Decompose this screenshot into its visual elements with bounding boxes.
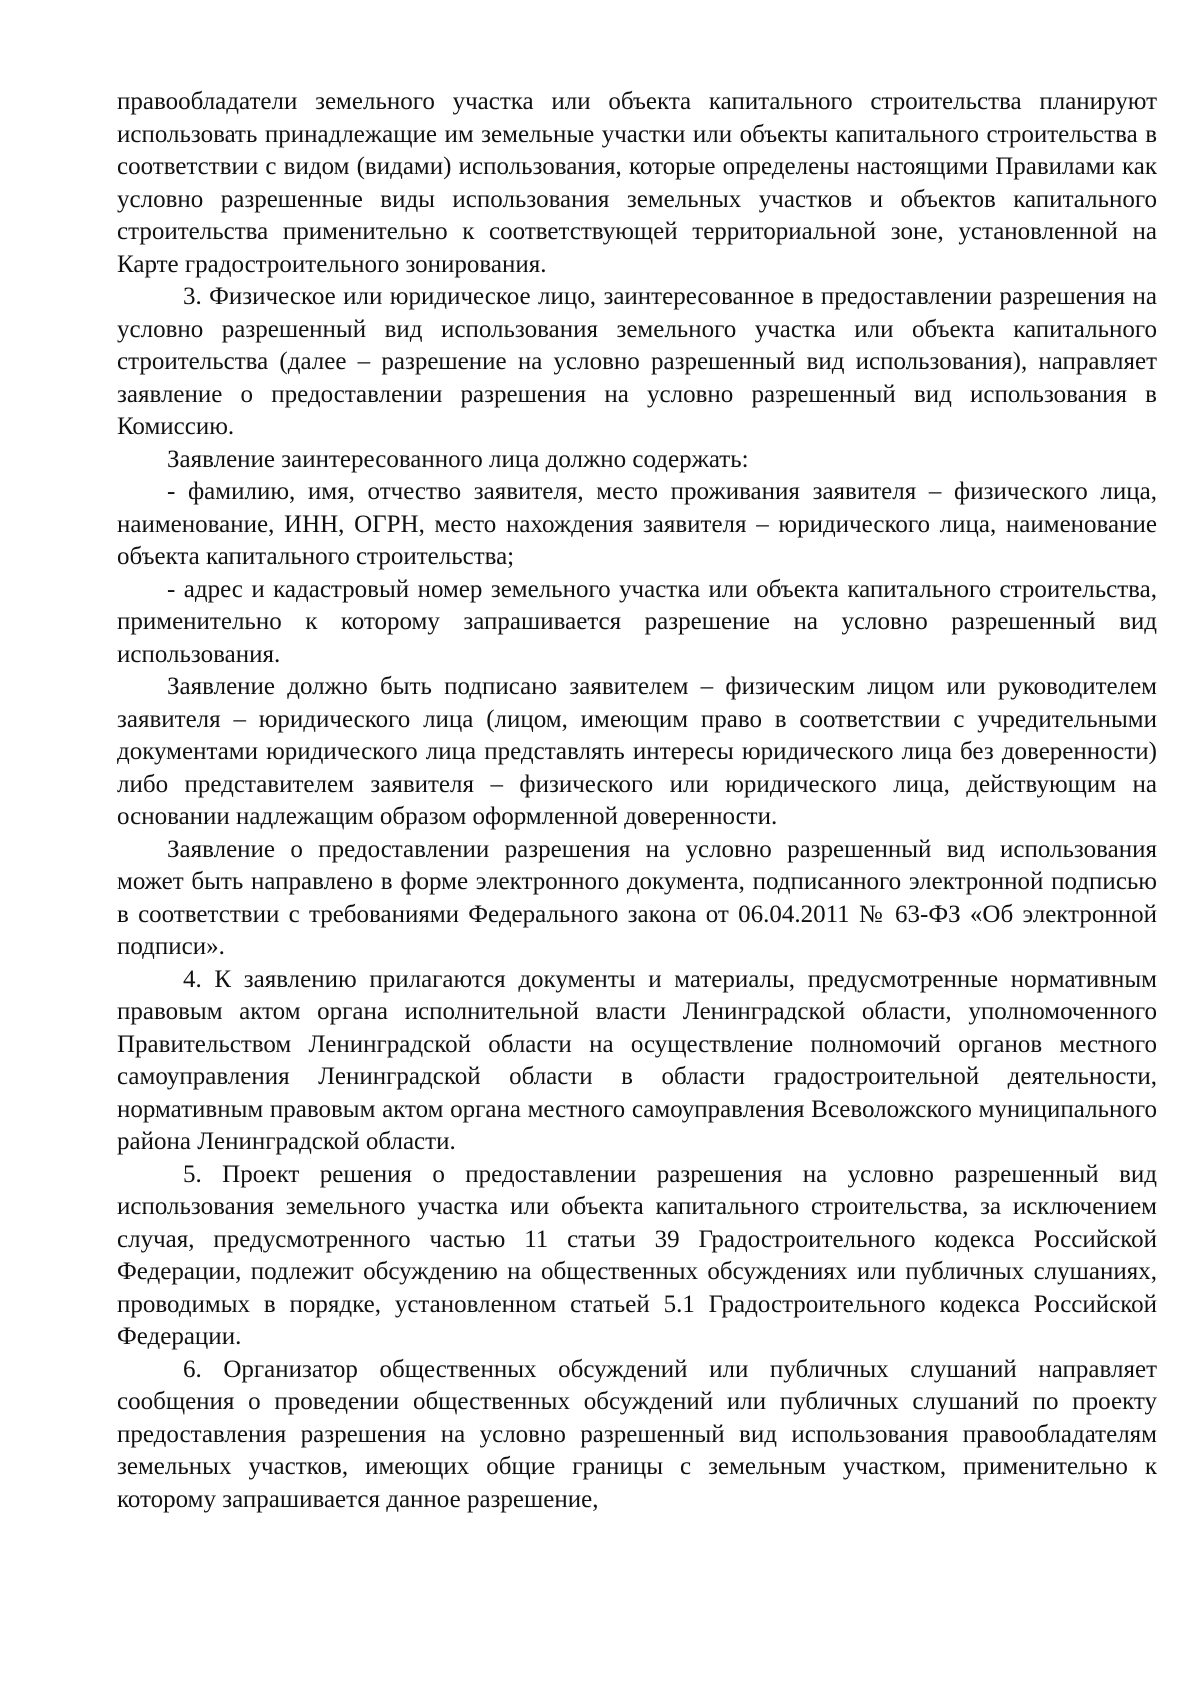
document-page — [117, 86, 1157, 1516]
paragraph-bullet-address: - адрес и кадастровый номер земельного участка или объекта капитального строительства, применительно к которому запрашивается разрешение на условно разрешенный вид использования. — [117, 575, 1157, 668]
paragraph-application-contents: Заявление заинтересованного лица должно содержать: — [167, 445, 749, 473]
paragraph-signature-requirement: Заявление должно быть подписано заявителем – физическим лицом или руководителем заявителя – юридического лица (лицом, имеющим право в соответствии с учредительными документами юридического лица представлять интересы юридического лица без доверенности) либо представителем заявителя – физического или юридического лица, действующим на основании надлежащим образом оформленной доверенности. — [117, 673, 1157, 830]
paragraph-item-5: 5. Проект решения о предоставлении разрешения на условно разрешенный вид использования земельного участка или объекта капитального строительства, за исключением случая, предусмотренного частью 11 статьи 39 Градостроительного кодекса Российской Федерации, подлежит обсуждению на общественных обсуждениях или публичных слушаниях, проводимых в порядке, установленном статьей 5.1 Градостроительного кодекса Российской Федерации. — [117, 1160, 1157, 1350]
paragraph-continuation: правообладатели земельного участка или объекта капитального строительства планируют использовать принадлежащие им земельные участки или объекты капитального строительства в соответствии с видом (видами) использования, которые определены настоящими Правилами как условно разрешенные виды использования земельных участков и объектов капитального строительства применительно к соответствующей территориальной зоне, установленной на Карте градостроительного зонирования. — [117, 88, 1157, 278]
paragraph-bullet-applicant-details: - фамилию, имя, отчество заявителя, место проживания заявителя – физического лица, наименование, ИНН, ОГРН, место нахождения заявителя – юридического лица, наименование объекта капитального строительства; — [117, 478, 1157, 570]
paragraph-item-6: 6. Организатор общественных обсуждений или публичных слушаний направляет сообщения о проведении общественных обсуждений или публичных слушаний по проекту предоставления разрешения на условно разрешенный вид использования правообладателям земельных участков, имеющих общие границы с земельным участком, применительно к которому запрашивается данное разрешение, — [117, 1355, 1157, 1513]
paragraph-item-4: 4. К заявлению прилагаются документы и материалы, предусмотренные нормативным правовым актом органа исполнительной власти Ленинградской области, уполномоченного Правительством Ленинградской области на осуществление полномочий органов местного самоуправления Ленинградской области в области градостроительной деятельности, нормативным правовым актом органа местного самоуправления Всеволожского муниципального района Ленинградской области. — [117, 965, 1157, 1155]
paragraph-item-3: 3. Физическое или юридическое лицо, заинтересованное в предоставлении разрешения на условно разрешенный вид использования земельного участка или объекта капитального строительства (далее – разрешение на условно разрешенный вид использования), направляет заявление о предоставлении разрешения на условно разрешенный вид использования в Комиссию. — [117, 283, 1157, 440]
paragraph-electronic-form: Заявление о предоставлении разрешения на условно разрешенный вид использования может быть направлено в форме электронного документа, подписанного электронной подписью в соответствии с требованиями Федерального закона от 06.04.2011 № 63-ФЗ «Об электронной подписи». — [117, 835, 1157, 960]
